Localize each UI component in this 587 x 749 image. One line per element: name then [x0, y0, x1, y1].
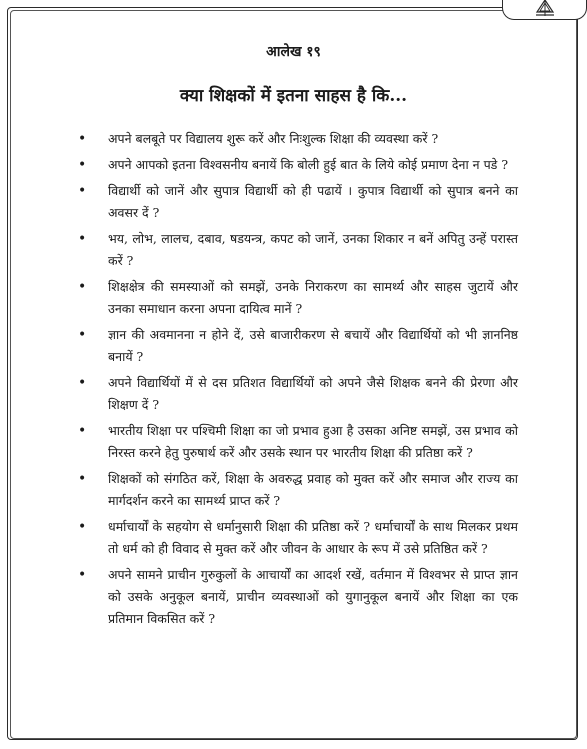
list-item-text: ज्ञान की अवमानना न होने दें, उसे बाजारीकरण से बचायें और विद्यार्थियों को भी ज्ञाननिष्ठ बनायें ? [108, 327, 518, 364]
list-item-text: अपने विद्यार्थियों में से दस प्रतिशत विद्यार्थियों को अपने जैसे शिक्षक बनने की प्रेरणा और शिक्षण दें ? [108, 375, 518, 412]
bullet-icon: • [78, 519, 87, 535]
question-list [78, 128, 518, 634]
list-item [78, 468, 518, 512]
list-item [78, 180, 518, 224]
bullet-icon: • [78, 327, 87, 343]
list-item [78, 324, 518, 368]
list-item-text: विद्यार्थी को जानें और सुपात्र विद्यार्थी को ही पढायें । कुपात्र विद्यार्थी को सुपात्र बनने का अवसर दें ? [108, 183, 518, 220]
list-item [78, 154, 518, 176]
lotus-emblem-icon [534, 0, 556, 17]
bullet-icon: • [78, 567, 87, 583]
list-item [78, 228, 518, 272]
list-item-text: धर्माचार्यों के सहयोग से धर्मानुसारी शिक्षा की प्रतिष्ठा करें ? धर्माचार्यों के साथ मिलकर प्रथम तो धर्म को ही विवाद से मुक्त करें और जीवन के आधार के रूप में उसे प्रतिष्ठित करें ? [108, 519, 518, 556]
bullet-icon: • [78, 471, 87, 487]
bullet-icon: • [78, 423, 87, 439]
bullet-icon: • [78, 157, 87, 173]
list-item-text: अपने सामने प्राचीन गुरुकुलों के आचार्यों का आदर्श रखें, वर्तमान में विश्वभर से प्राप्त ज्ञान को उसके अनुकूल बनायें, प्राचीन व्यवस्थाओं को युगानुकूल बनायें और शिक्षा का एक प्रतिमान विकसित करें ? [108, 567, 518, 626]
bullet-icon: • [78, 279, 87, 295]
list-item-text: अपने बलबूते पर विद्यालय शुरू करें और निःशुल्क शिक्षा की व्यवस्था करें ? [108, 131, 439, 146]
list-item [78, 564, 518, 630]
list-item-text: शिक्षक्षेत्र की समस्याओं को समझें, उनके निराकरण का सामर्थ्य और साहस जुटायें और उनका समाधान करना अपना दायित्व मानें ? [108, 279, 518, 316]
bullet-icon: • [78, 375, 87, 391]
list-item-text: भारतीय शिक्षा पर पश्चिमी शिक्षा का जो प्रभाव हुआ है उसका अनिष्ट समझें, उस प्रभाव को निरस्त करने हेतु पुरुषार्थ करें और उसके स्थान पर भारतीय शिक्षा की प्रतिष्ठा करें ? [108, 423, 518, 460]
page-title: क्या शिक्षकों में इतना साहस है कि... [179, 86, 408, 106]
list-item-text: शिक्षकों को संगठित करें, शिक्षा के अवरुद्ध प्रवाह को मुक्त करें और समाज और राज्य का मार्गदर्शन करने का सामर्थ्य प्राप्त करें ? [108, 471, 518, 508]
list-item [78, 516, 518, 560]
bullet-icon: • [78, 231, 87, 247]
corner-ornament-tab [502, 0, 587, 20]
list-item [78, 276, 518, 320]
bullet-icon: • [78, 131, 87, 147]
section-label: आलेख १९ [266, 44, 321, 60]
list-item-text: भय, लोभ, लालच, दबाव, षडयन्त्र, कपट को जानें, उनका शिकार न बनें अपितु उन्हें परास्त करें ? [108, 231, 518, 268]
list-item [78, 128, 518, 150]
list-item [78, 372, 518, 416]
list-item-text: अपने आपको इतना विश्वसनीय बनायें कि बोली हुई बात के लिये कोई प्रमाण देना न पडे ? [108, 157, 509, 172]
bullet-icon: • [78, 183, 87, 199]
list-item [78, 420, 518, 464]
